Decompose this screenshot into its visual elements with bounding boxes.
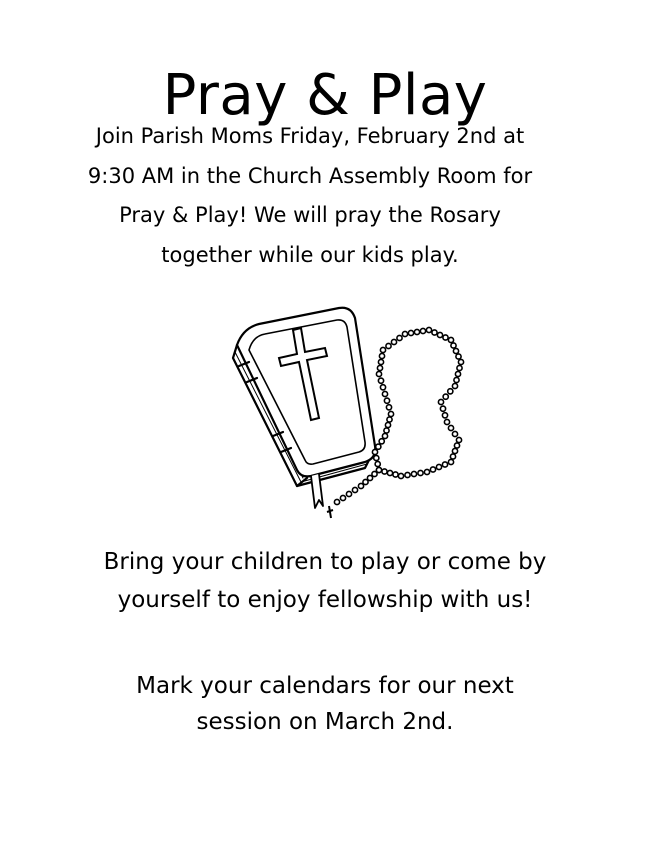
rosary-bead [442,462,447,467]
rosary-bead [430,467,435,472]
rosary-bead [451,343,456,348]
invite-paragraph [60,543,590,619]
rosary-bead [420,328,425,333]
rosary-bead [405,472,410,477]
rosary-bead [372,471,377,476]
rosary-bead [448,425,453,430]
invite-line: Bring your children to play or come by [103,549,547,575]
rosary-bead [402,331,407,336]
reminder-line: session on March 2nd. [196,709,454,735]
rosary-bead [452,448,457,453]
rosary-bead [384,428,389,433]
rosary-bead [380,347,385,352]
rosary-bead [379,353,384,358]
rosary-bead [358,483,363,488]
rosary-bead [374,455,379,460]
rosary-bead [450,454,455,459]
rosary-bead [424,469,429,474]
rosary-bead [457,365,462,370]
rosary-bead [384,398,389,403]
intro-line: together while our kids play. [161,242,459,267]
rosary-bead [453,348,458,353]
rosary-bead [444,419,449,424]
rosary-bead [387,470,392,475]
rosary-bead [376,444,381,449]
rosary-bead [452,431,457,436]
intro-line: 9:30 AM in the Church Assembly Room for [87,163,533,188]
intro-line: Join Parish Moms Friday, February 2nd at [95,124,525,148]
rosary-bead [432,330,437,335]
rosary-bead [367,475,372,480]
rosary-bead [378,359,383,364]
rosary-bead [448,459,453,464]
rosary-bead [391,339,396,344]
reminder-line: Mark your calendars for our next [136,673,514,699]
rosary-bead [340,495,345,500]
rosary-bead [346,491,351,496]
rosary-bead [334,499,339,504]
rosary-bead [408,330,413,335]
rosary-bead [454,443,459,448]
rosary-bead [387,417,392,422]
rosary-bead [372,449,377,454]
rosary-bead [397,335,402,340]
reminder-paragraph [60,668,590,740]
intro-paragraph [45,117,575,275]
rosary-bead [442,413,447,418]
rosary-bead [438,399,443,404]
rosary-bead [398,473,403,478]
rosary-bead [388,411,393,416]
rosary-bead [379,439,384,444]
page-title: Pray & Play [162,62,488,128]
rosary-bead [411,471,416,476]
rosary-bead [448,389,453,394]
intro-line: Pray & Play! We will pray the Rosary [119,203,501,227]
rosary-bead [352,487,357,492]
rosary-bead [363,479,368,484]
rosary-bead [376,371,381,376]
rosary-bead [455,371,460,376]
rosary-bead [385,422,390,427]
rosary-bead [443,394,448,399]
rosary-bead [452,383,457,388]
rosary-bead [436,464,441,469]
rosary-bead [377,365,382,370]
rosary-bead [458,359,463,364]
rosary-bead [440,406,445,411]
rosary-bead [456,354,461,359]
rosary-bead [380,385,385,390]
rosary-bead [418,470,423,475]
rosary-bead [386,343,391,348]
rosary-bead [448,337,453,342]
rosary-bead [393,472,398,477]
rosary-bead [382,433,387,438]
bible-rosary-illustration [215,290,495,530]
rosary-bead [456,437,461,442]
bible-icon [233,308,375,508]
rosary-bead [426,327,431,332]
rosary-bead [376,467,381,472]
rosary-bead [414,329,419,334]
invite-line: yourself to enjoy fellowship with us! [117,587,533,613]
rosary-bead [382,469,387,474]
rosary-bead [375,461,380,466]
rosary-bead [382,391,387,396]
rosary-bead [386,405,391,410]
rosary-bead [443,335,448,340]
rosary-bead [454,377,459,382]
rosary-bead [437,332,442,337]
rosary-bead [378,378,383,383]
